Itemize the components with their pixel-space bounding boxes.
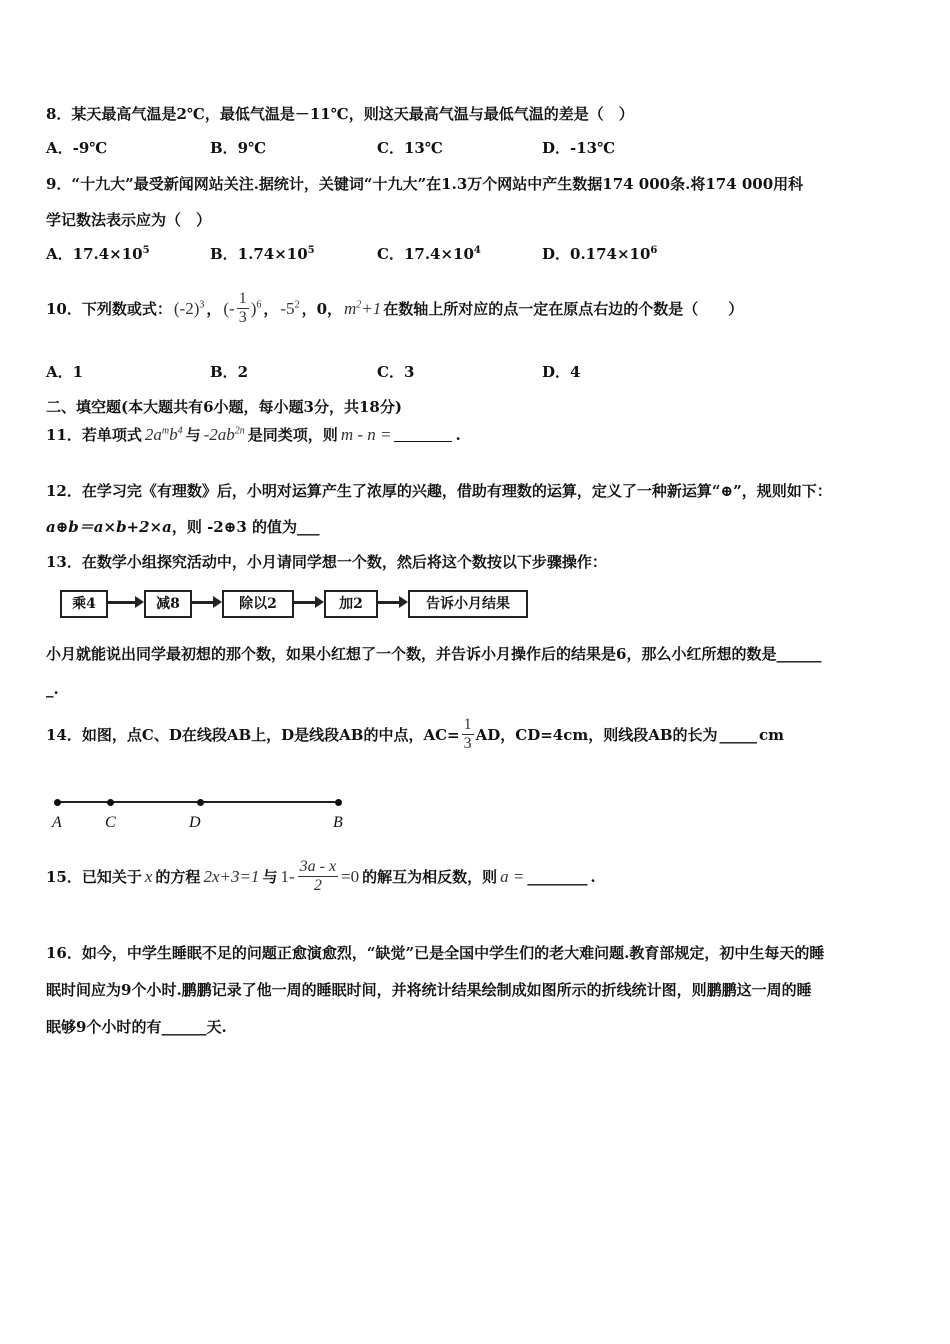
q10-frac-exp: 6 bbox=[256, 298, 262, 310]
q11-term2-base: -2ab bbox=[203, 424, 235, 444]
q10-expr4-base: m bbox=[344, 298, 357, 318]
q13-arrow-2 bbox=[192, 601, 216, 604]
q15-eq2-tail: =0 bbox=[341, 866, 360, 886]
q9-option-b bbox=[210, 243, 315, 264]
q11-expr: m - n = bbox=[340, 424, 392, 444]
q13-step-4: 加2 bbox=[324, 590, 378, 618]
q10-expr3-exp: 2 bbox=[294, 298, 300, 310]
q14-point-a bbox=[54, 799, 61, 806]
q12-rule: a⊕b＝a×b+2×a bbox=[46, 518, 172, 536]
q9-option-d bbox=[542, 243, 657, 264]
q10-frac-close-wrap bbox=[251, 299, 262, 319]
q11-end: . bbox=[455, 425, 461, 444]
q12-stem-line2 bbox=[46, 516, 319, 537]
q9-stem-line2: 学记数法表示应为（ ） bbox=[46, 211, 212, 229]
q10-prefix: 10．下列数或式： bbox=[46, 300, 172, 318]
q15-eq2-lead: 1- bbox=[280, 866, 295, 886]
q9-option-c-exp: 4 bbox=[473, 245, 481, 256]
q15-suffix: 的解互为相反数，则 bbox=[362, 868, 498, 886]
q10-sep-1: ， bbox=[206, 300, 222, 318]
q16-stem-line1: 16．如今，中学生睡眠不足的问题正愈演愈烈，“缺觉”已是全国中学生们的老大难问题.教育部规定，初中生每天的睡 bbox=[46, 944, 825, 962]
q13-stem-line1: 13．在数学小组探究活动中，小月请同学想一个数，然后将这个数按以下步骤操作： bbox=[46, 553, 607, 571]
q13-step-5: 告诉小月结果 bbox=[408, 590, 528, 618]
q15-end: . bbox=[590, 867, 596, 886]
q8-option-a: A．-9℃ bbox=[46, 139, 108, 157]
q10-expr3 bbox=[280, 299, 299, 319]
q14-frac-den: 3 bbox=[463, 735, 472, 752]
q15-frac-num: 3a - x bbox=[299, 858, 337, 875]
q8-option-d: D．-13℃ bbox=[542, 139, 616, 157]
q14-prefix: 14．如图，点C、D在线段AB上，D是线段AB的中点，AC= bbox=[46, 726, 460, 744]
q10-zero: ，0， bbox=[301, 300, 342, 318]
q13-step-2: 减8 bbox=[144, 590, 192, 618]
q15-ans-var: a = bbox=[500, 866, 525, 886]
q10-expr4-exp: 2 bbox=[356, 298, 362, 310]
q14-point-d bbox=[197, 799, 204, 806]
q16-stem-line3: 眠够9个小时的有______天. bbox=[46, 1018, 227, 1036]
q8-option-b: B．9℃ bbox=[210, 139, 267, 157]
q10-frac-close: ) bbox=[250, 298, 257, 318]
q14-label-d: D bbox=[189, 814, 201, 831]
q9-option-d-exp: 6 bbox=[650, 245, 658, 256]
q10-option-c: C．3 bbox=[377, 363, 415, 381]
q9-option-b-label: B．1.74×10 bbox=[210, 245, 308, 263]
q12-answer-blank[interactable]: ___ bbox=[296, 518, 320, 536]
q15-with: 与 bbox=[262, 868, 278, 886]
q10-expr1-exp: 3 bbox=[199, 298, 205, 310]
q14-fraction bbox=[462, 716, 474, 753]
q14-point-b bbox=[335, 799, 342, 806]
q15-var: x bbox=[144, 866, 153, 886]
q9-option-b-exp: 5 bbox=[307, 245, 315, 256]
q11-term1-bexp: 4 bbox=[177, 424, 183, 436]
q14-answer-blank[interactable]: _____ bbox=[719, 725, 758, 744]
q15-eq1: 2x+3=1 bbox=[203, 866, 260, 886]
q15-stem bbox=[46, 858, 596, 895]
q11-term1 bbox=[145, 425, 183, 445]
q10-option-b: B．2 bbox=[210, 363, 249, 381]
q10-expr3-base: -5 bbox=[280, 298, 295, 318]
q14-label-b: B bbox=[333, 814, 343, 831]
q14-label-a: A bbox=[52, 814, 62, 831]
q11-term1-b: b bbox=[169, 424, 178, 444]
q14-stem bbox=[46, 716, 784, 753]
q10-sep-2: ， bbox=[263, 300, 279, 318]
q11-answer-blank[interactable] bbox=[394, 427, 452, 442]
q12-line2-tail: ，则 -2⊕3 的值为 bbox=[171, 518, 297, 536]
q15-fraction bbox=[298, 858, 338, 895]
q9-stem-line1: 9．“十九大”最受新闻网站关注.据统计，关键词“十九大”在1.3万个网站中产生数据174 000条.将174 000用科 bbox=[46, 175, 804, 193]
q14-point-c bbox=[107, 799, 114, 806]
q11-suffix: 是同类项，则 bbox=[247, 426, 338, 444]
q9-option-a bbox=[46, 243, 150, 264]
q13-stem-line3: _. bbox=[46, 680, 59, 698]
q14-unit: cm bbox=[759, 725, 785, 744]
q13-arrow-1 bbox=[108, 601, 138, 604]
q11-term1-a: 2a bbox=[144, 424, 162, 444]
q15-answer-blank[interactable]: ________ bbox=[527, 867, 588, 886]
section2-title: 二、填空题(本大题共有6小题，每小题3分，共18分) bbox=[46, 398, 402, 416]
q10-expr4 bbox=[344, 299, 381, 319]
q10-suffix: 在数轴上所对应的点一定在原点右边的个数是（ ） bbox=[383, 300, 744, 318]
q10-frac-open: (- bbox=[223, 298, 235, 318]
q8-option-c: C．13℃ bbox=[377, 139, 443, 157]
q13-arrow-4 bbox=[378, 601, 402, 604]
q13-step-3: 除以2 bbox=[222, 590, 294, 618]
q16-stem-line2: 眠时间应为9个小时.鹏鹏记录了他一周的睡眠时间，并将统计结果绘制成如图所示的折线统计图，则鹏鹏这一周的睡 bbox=[46, 981, 812, 999]
q10-option-d: D．4 bbox=[542, 363, 581, 381]
q10-fraction bbox=[237, 290, 249, 327]
q15-mid: 的方程 bbox=[155, 868, 201, 886]
q9-option-d-label: D．0.174×10 bbox=[542, 245, 651, 263]
q11-stem bbox=[46, 424, 461, 445]
q13-step-1: 乘4 bbox=[60, 590, 108, 618]
q9-option-c bbox=[377, 243, 481, 264]
q14-frac-num: 1 bbox=[463, 716, 472, 733]
q11-term1-aexp: m bbox=[161, 424, 170, 436]
q14-label-c: C bbox=[105, 814, 116, 831]
q10-frac-num: 1 bbox=[238, 290, 247, 307]
q11-term2-exp: 2n bbox=[234, 424, 245, 436]
q9-option-c-label: C．17.4×10 bbox=[377, 245, 474, 263]
q15-frac-den: 2 bbox=[313, 877, 322, 894]
q11-mid: 与 bbox=[185, 426, 201, 444]
q11-prefix: 11．若单项式 bbox=[46, 426, 142, 444]
q9-option-a-label: A．17.4×10 bbox=[46, 245, 143, 263]
q10-stem bbox=[46, 290, 743, 327]
q13-stem-line2: 小月就能说出同学最初想的那个数，如果小红想了一个数，并告诉小月操作后的结果是6，那么小红所想的数是______ bbox=[46, 645, 822, 663]
q13-arrow-3 bbox=[294, 601, 318, 604]
q10-expr1-base: (-2) bbox=[173, 298, 200, 318]
q14-suffix: AD，CD=4cm，则线段AB的长为 bbox=[475, 726, 718, 744]
q10-option-a: A．1 bbox=[46, 363, 84, 381]
q10-frac-den: 3 bbox=[238, 309, 247, 326]
q8-stem: 8．某天最高气温是2℃，最低气温是－11℃，则这天最高气温与最低气温的差是（ ） bbox=[46, 105, 634, 123]
q12-stem-line1: 12．在学习完《有理数》后，小明对运算产生了浓厚的兴趣，借助有理数的运算，定义了一种新运算“⊕”，规则如下： bbox=[46, 482, 832, 500]
q9-option-a-exp: 5 bbox=[142, 245, 150, 256]
q10-expr4-tail: +1 bbox=[361, 298, 382, 318]
q11-term2 bbox=[204, 425, 245, 445]
q10-expr1 bbox=[174, 299, 204, 319]
q15-prefix: 15．已知关于 bbox=[46, 868, 142, 886]
